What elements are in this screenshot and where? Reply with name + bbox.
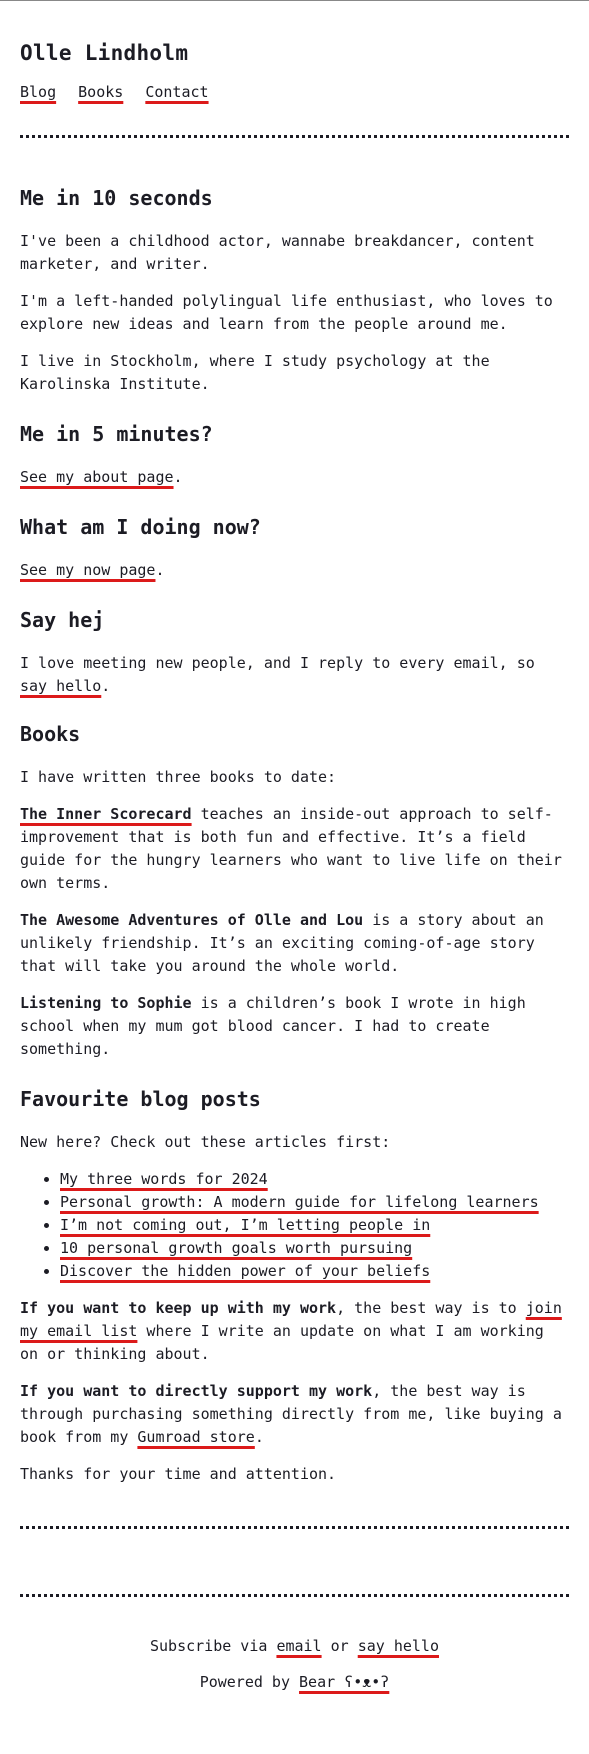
post-link-not-coming-out[interactable]: I’m not coming out, I’m letting people in <box>60 1216 431 1234</box>
heading-say-hej: Say hej <box>20 608 105 632</box>
books-intro: I have written three books to date: <box>20 768 337 786</box>
book-listening-to-sophie-title: Listening to Sophie <box>20 994 192 1012</box>
footer-divider <box>20 1594 569 1597</box>
list-item <box>60 1214 569 1237</box>
heading-what-am-i-doing-now: What am I doing now? <box>20 515 261 539</box>
subscribe-line <box>20 1635 569 1658</box>
subscribe-email-link[interactable]: email <box>276 1637 322 1655</box>
list-item <box>60 1191 569 1214</box>
support-paragraph <box>20 1380 569 1449</box>
heading-favourite-blog-posts: Favourite blog posts <box>20 1087 261 1111</box>
about-page-link[interactable]: See my about page <box>20 468 174 486</box>
post-link-power-of-beliefs[interactable]: Discover the hidden power of your beliefs <box>60 1262 431 1280</box>
powered-by-line <box>20 1671 569 1694</box>
keep-up-bold: If you want to keep up with my work <box>20 1299 337 1317</box>
site-title: Olle Lindholm <box>20 41 189 65</box>
nav-link-contact[interactable]: Contact <box>145 83 209 101</box>
site-header <box>20 1 569 105</box>
about-paragraph <box>20 466 569 489</box>
keep-up-text: , the best way is to <box>336 1299 526 1317</box>
say-hej-text: I love meeting new people, and I reply to every email, so <box>20 654 535 672</box>
site-footer <box>20 1635 569 1694</box>
footer-say-hello-link[interactable]: say hello <box>357 1637 439 1655</box>
intro-paragraph-1: I've been a childhood actor, wannabe breakdancer, content marketer, and writer. <box>20 232 535 273</box>
say-hej-paragraph <box>20 652 569 698</box>
book-listening-to-sophie-text: is a children’s book I wrote in high school when my mum got blood cancer. I had to create something. <box>20 994 526 1058</box>
heading-me-in-5-minutes: Me in 5 minutes? <box>20 422 213 446</box>
support-text: , the best way is through purchasing something directly from me, like buying a book from my <box>20 1382 562 1446</box>
main-nav <box>20 81 569 105</box>
book-inner-scorecard-text: teaches an inside-out approach to self-improvement that is both fun and effective. It’s a field guide for the hungry learners who want to live life on their own terms. <box>20 805 562 892</box>
powered-prefix: Powered by <box>199 1673 300 1691</box>
now-paragraph <box>20 559 569 582</box>
now-page-link[interactable]: See my now page <box>20 561 156 579</box>
keep-up-after: where I write an update on what I am working on or thinking about. <box>20 1322 544 1363</box>
nav-link-books[interactable]: Books <box>78 83 124 101</box>
content-divider <box>20 1526 569 1529</box>
book-listening-to-sophie <box>20 992 569 1061</box>
heading-me-in-10-seconds: Me in 10 seconds <box>20 186 213 210</box>
book-inner-scorecard-title: The Inner Scorecard <box>20 805 192 823</box>
list-item <box>60 1237 569 1260</box>
keep-up-paragraph <box>20 1297 569 1366</box>
post-link-three-words[interactable]: My three words for 2024 <box>60 1170 268 1188</box>
support-period: . <box>254 1428 264 1446</box>
favourite-posts-list <box>20 1168 569 1283</box>
say-hej-period: . <box>101 677 111 695</box>
book-inner-scorecard <box>20 803 569 895</box>
header-divider <box>20 135 569 138</box>
book-awesome-adventures-text: is a story about an unlikely friendship. It’s an exciting coming-of-age story that will take you around the whole world. <box>20 911 544 975</box>
book-awesome-adventures <box>20 909 569 978</box>
email-list-link[interactable]: join my email list <box>20 1299 562 1340</box>
heading-books: Books <box>20 722 81 746</box>
posts-intro: New here? Check out these articles first: <box>20 1133 391 1151</box>
list-item <box>60 1260 569 1283</box>
subscribe-or: or <box>321 1637 358 1655</box>
subscribe-prefix: Subscribe via <box>150 1637 277 1655</box>
bear-link[interactable]: Bear ʕ•ᴥ•ʔ <box>299 1673 390 1691</box>
list-item <box>60 1168 569 1191</box>
gumroad-store-link[interactable]: Gumroad store <box>137 1428 255 1446</box>
now-period: . <box>155 561 165 579</box>
support-bold: If you want to directly support my work <box>20 1382 373 1400</box>
page <box>0 1 589 1694</box>
say-hello-link[interactable]: say hello <box>20 677 102 695</box>
nav-link-blog[interactable]: Blog <box>20 83 57 101</box>
post-link-personal-growth-guide[interactable]: Personal growth: A modern guide for lifelong learners <box>60 1193 539 1211</box>
thanks-paragraph: Thanks for your time and attention. <box>20 1465 337 1483</box>
book-awesome-adventures-title: The Awesome Adventures of Olle and Lou <box>20 911 364 929</box>
main-content <box>20 184 569 1486</box>
post-link-growth-goals[interactable]: 10 personal growth goals worth pursuing <box>60 1239 413 1257</box>
intro-paragraph-2: I'm a left-handed polylingual life enthusiast, who loves to explore new ideas and learn from the people around me. <box>20 292 553 333</box>
book-inner-scorecard-link[interactable] <box>20 805 192 823</box>
intro-paragraph-3: I live in Stockholm, where I study psychology at the Karolinska Institute. <box>20 352 490 393</box>
about-period: . <box>173 468 183 486</box>
